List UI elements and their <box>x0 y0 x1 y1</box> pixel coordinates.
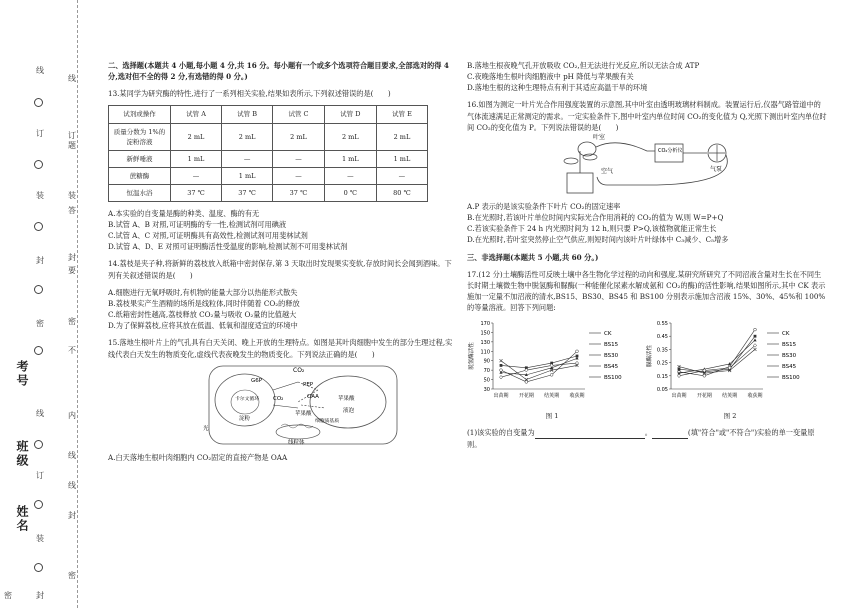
gas-tube <box>597 155 727 185</box>
x-tick-label: 收获期 <box>569 393 585 400</box>
data-point <box>499 376 502 380</box>
table-cell: 1 mL <box>171 150 222 167</box>
binding-hole <box>34 346 43 355</box>
table-row <box>109 184 428 201</box>
seal-char: 封 <box>36 591 44 600</box>
dehydrogenase-chart <box>467 317 637 407</box>
q13-option: B.试管 A、B 对照,可证明酶的专一性,检测试剂可用碘液 <box>108 220 287 229</box>
section2-heading: 二、选择题(本题共 4 小题,每小题 4 分,共 16 分。每小题有一个或多个选项符合题目要求,全部选对的得 4 分,选对但不全的得 2 分,有选错的得 0 分。) <box>108 61 449 82</box>
diagram-label: 光 <box>203 425 209 432</box>
seal-char: 密 <box>36 319 44 328</box>
x-tick-label: 结荚期 <box>544 393 560 400</box>
answer-blank-1[interactable] <box>535 427 645 439</box>
table-cell: 1 mL <box>222 167 273 184</box>
x-tick-label: 出苗期 <box>671 393 687 400</box>
diagram-label: 细胞质基质 <box>315 418 339 424</box>
mitochondrion-shape <box>276 425 320 439</box>
table-header: 试管 E <box>376 106 427 123</box>
table-cell: 2 mL <box>273 123 325 150</box>
seal-char: 封 <box>36 256 44 265</box>
gutter-note: 要 <box>68 266 76 275</box>
binding-hole <box>34 160 43 169</box>
table-header: 试管 B <box>222 106 273 123</box>
chart-caption: 图 2 <box>723 411 737 420</box>
legend-label: BS15 <box>604 342 619 349</box>
seal-char: 密 <box>68 317 76 326</box>
diagram-label: CO₂ <box>293 366 305 374</box>
y-tick-label: 130 <box>480 340 490 347</box>
y-tick-label: 0.45 <box>656 334 668 341</box>
table-cell: 0 ℃ <box>324 184 376 201</box>
seal-char: 密 <box>4 591 12 600</box>
table-row <box>109 123 428 150</box>
binding-hole <box>34 563 43 572</box>
series-line <box>501 361 577 380</box>
seal-char: 封 <box>68 511 76 520</box>
x-tick-label: 开花期 <box>518 393 534 400</box>
table-row <box>109 150 428 167</box>
data-point <box>677 374 680 378</box>
x-tick-label: 出苗期 <box>493 393 509 400</box>
y-tick-label: 70 <box>483 368 490 375</box>
section3-heading: 三、非选择题(本题共 5 小题,共 60 分。) <box>467 252 599 262</box>
q14-option: D.为了保鲜荔枝,应将其放在低温、低氧和湿度适宜的环境中 <box>108 321 298 331</box>
table-cell: 2 mL <box>222 123 273 150</box>
question-prefix: (1)该实验的自变量为 <box>467 427 535 437</box>
series-line <box>679 330 755 376</box>
q17-charts <box>467 317 827 420</box>
table-header: 试管 D <box>324 106 376 123</box>
legend-label: CK <box>604 331 612 338</box>
binding-hole <box>34 98 43 107</box>
table-cell: 37 ℃ <box>171 184 222 201</box>
q17-question-1 <box>467 427 827 450</box>
answer-blank-2[interactable] <box>652 427 688 439</box>
leaf-shape <box>564 158 578 164</box>
q13-option: D.试管 A、D、E 对照可证明酶活性受温度的影响,检测试剂不可用斐林试剂 <box>108 242 348 252</box>
data-point <box>500 360 503 363</box>
table-cell: — <box>222 150 273 167</box>
arrow-line <box>273 405 298 408</box>
q14-option: A.细胞进行无氧呼吸时,有机物的能量大部分以热能形式散失 <box>108 287 298 297</box>
flower-pot-shape <box>567 173 593 193</box>
diagram-label: 叶室 <box>593 133 606 141</box>
seal-char: 线 <box>68 74 76 83</box>
legend-label: BS15 <box>782 342 797 349</box>
data-point <box>754 348 757 351</box>
seal-char: 订 <box>36 471 44 480</box>
q16-option: A.P 表示的是该实验条件下叶片 CO₂的固定速率 <box>467 201 621 211</box>
y-tick-label: 0.25 <box>656 360 668 367</box>
table-cell: — <box>273 150 325 167</box>
chart-caption: 图 1 <box>545 411 559 420</box>
table-header: 试管 A <box>171 106 222 123</box>
y-tick-label: 0.15 <box>656 374 668 381</box>
table-row <box>109 167 428 184</box>
table-cell: 80 ℃ <box>376 184 427 201</box>
gas-tube <box>596 143 655 151</box>
y-axis-label: 脱氢酶活性 <box>469 342 475 371</box>
table-cell: — <box>376 167 427 184</box>
y-tick-label: 0.55 <box>656 321 668 328</box>
binding-hole <box>34 285 43 294</box>
q15-option: B.落地生根夜晚气孔开放吸收 CO₂,但无法进行光反应,所以无法合成 ATP <box>467 61 700 70</box>
table-header: 试剂或操作 <box>109 106 171 123</box>
gutter-note: 答 <box>68 206 76 215</box>
arrow-line <box>273 382 298 390</box>
x-tick-label: 收获期 <box>747 393 763 400</box>
diagram-label: 苹果酸 <box>338 395 355 402</box>
table-cell: 恒温水浴 <box>109 184 171 201</box>
table-cell: 2 mL <box>171 123 222 150</box>
q13-stem: 13.某同学为研究酶的特性,进行了一系列相关实验,结果如表所示,下列叙述错误的是( ) <box>108 89 391 99</box>
series-line <box>679 350 755 374</box>
binding-gutter <box>0 0 78 608</box>
gutter-note: 内 <box>68 411 76 420</box>
data-point <box>678 368 681 371</box>
legend-label: BS100 <box>604 375 622 382</box>
q16-apparatus-diagram <box>547 133 747 201</box>
y-tick-label: 90 <box>483 359 490 366</box>
chart-2-wrapper <box>645 317 815 420</box>
diagram-label: 淀粉 <box>239 415 251 422</box>
series-line <box>679 341 755 374</box>
exam-number-label: 考号 <box>15 360 29 388</box>
table-cell: — <box>273 167 325 184</box>
table-cell: 1 mL <box>324 150 376 167</box>
binding-hole <box>34 222 43 231</box>
seal-char: 装 <box>36 191 44 200</box>
diagram-label: OAA <box>307 393 319 400</box>
q15-option: D.落地生根的这种生理特点有利于其适应高温干旱的环境 <box>467 83 648 93</box>
seal-char: 封 <box>68 253 76 262</box>
arrow-line <box>301 405 325 408</box>
y-axis-label: 脲酶活性 <box>647 345 653 368</box>
q15-stem: 15.落地生根叶片上的气孔具有白天关闭、晚上开放的生理特点。如图是其叶肉细胞中发生的部分生理过程,实线代表白天发生的物质变化,虚线代表夜晚发生的物质变化。下列说法正确的是( ) <box>108 338 453 359</box>
diagram-label: CO₂ <box>273 395 284 402</box>
question-suffix: (填"符合"或"不符合")实验的单一变量原则。 <box>467 427 815 449</box>
seal-char: 订 <box>36 129 44 138</box>
air-pump-fan <box>709 145 725 161</box>
q15-option: A.白天落地生根叶肉细胞内 CO₂固定的直接产物是 OAA <box>108 452 288 462</box>
q14-option: C.纸箱密封性越高,荔枝释放 CO₂量与吸收 O₂量的比值越大 <box>108 310 297 320</box>
table-header: 试管 C <box>273 106 325 123</box>
seal-char: 装 <box>36 534 44 543</box>
y-tick-label: 150 <box>480 330 490 337</box>
right-column <box>467 60 827 450</box>
diagram-label: PEP <box>303 381 314 388</box>
q14-stem: 14.荔枝是夹子种,将新鲜的荔枝放入纸箱中密封保存,第 3 天取出时发现果实变软,存放时间长会闻到酒味。下列有关叙述错误的是( ) <box>108 259 452 280</box>
q13-table <box>108 105 428 201</box>
table-cell: — <box>171 167 222 184</box>
class-label: 班级 <box>15 440 29 468</box>
data-point <box>753 339 756 342</box>
data-point <box>576 350 579 353</box>
diagram-label: 苹果酸 <box>295 410 312 417</box>
legend-label: BS100 <box>782 375 800 382</box>
table-cell: 蔗糖酶 <box>109 167 171 184</box>
seal-char: 装 <box>68 191 76 200</box>
left-column <box>108 60 453 463</box>
seal-char: 线 <box>68 451 76 460</box>
table-cell: 37 ℃ <box>273 184 325 201</box>
y-tick-label: 30 <box>483 387 490 394</box>
legend-label: CK <box>782 331 790 338</box>
table-cell: — <box>324 167 376 184</box>
urease-chart <box>645 317 815 407</box>
x-tick-label: 结荚期 <box>722 393 738 400</box>
calvin-cycle-shape <box>231 390 259 414</box>
q16-option: D.在光照时,若叶室突然停止空气供应,则短时间内该叶片叶绿体中 C₃减少、C₅增多 <box>467 235 729 245</box>
diagram-label: 气泵 <box>710 165 723 173</box>
diagram-label: 空气 <box>601 167 614 175</box>
legend-label: BS45 <box>604 364 619 371</box>
seal-char: 线 <box>36 409 44 418</box>
q13-option: A.本实验的自变量是酶的种类、温度、酶的有无 <box>108 208 260 218</box>
chart-1-wrapper <box>467 317 637 420</box>
y-tick-label: 50 <box>483 377 490 384</box>
q15-leaf-cell-diagram <box>203 360 403 448</box>
binding-hole <box>34 500 43 509</box>
legend-label: BS30 <box>782 353 797 360</box>
q17-stem: 17.(12 分)土壤酶活性可反映土壤中各生物化学过程的动向和强度,某研究所研究了不同沼液含量对生长在不同生长时期土壤微生物中脱氢酶和脲酶(一种能催化尿素水解成氨和 CO₂的酶)的活性影响,结果如图所示,其中 CK 表示施加一定量不加沼液的清水,BS15、BS30、BS45 和 BS100 分别表示施加含沼液 15%、30%、45%和 100%的等量溶液。回答下列问题: <box>467 269 826 313</box>
table-cell: 1 mL <box>376 150 427 167</box>
q16-stem: 16.如图为测定一叶片光合作用强度装置的示意图,其中叶室由透明玻璃材料制成。装置运行后,仪器气路管道中的气体流速满足正常测定的需求。一定实验条件下,图中叶室内单位时间 CO₂的变化值为 Q,光照下测出叶室内单位时间 CO₂的变化值为 P。下列说法错误的是( ) <box>467 100 827 132</box>
data-point <box>754 329 757 332</box>
legend-label: BS45 <box>782 364 797 371</box>
table-cell: 2 mL <box>324 123 376 150</box>
binding-hole <box>34 440 43 449</box>
y-tick-label: 0.05 <box>656 387 668 394</box>
y-tick-label: 110 <box>480 349 490 356</box>
seal-char: 订 <box>68 131 76 140</box>
q15-option: C.夜晚落地生根叶肉细胞液中 pH 降低与苹果酸有关 <box>467 72 634 82</box>
gutter-note: 线 <box>68 481 76 490</box>
data-point <box>500 364 503 367</box>
seal-char: 线 <box>36 66 44 75</box>
gutter-note: 题 <box>68 141 76 150</box>
y-tick-label: 170 <box>480 321 490 328</box>
table-cell: 质量分数为 1%的淀粉溶液 <box>109 123 171 150</box>
question-mid: 。 <box>644 427 652 437</box>
data-point <box>550 374 553 377</box>
table-cell: 2 mL <box>376 123 427 150</box>
table-cell: 37 ℃ <box>222 184 273 201</box>
diagram-label: 卡尔文循环 <box>235 396 259 402</box>
q14-option: B.荔枝果实产生酒精的场所是线粒体,同时伴随着 CO₂的释放 <box>108 298 300 308</box>
table-cell: 新鲜唾液 <box>109 150 171 167</box>
q16-option: C.若该实验条件下 24 h 内光照时间为 12 h,则只要 P>Q,该植物就能正常生长 <box>467 224 717 234</box>
diagram-label: 液泡 <box>343 407 355 414</box>
name-label: 姓名 <box>15 505 29 533</box>
data-point <box>754 335 757 338</box>
table-header-row <box>109 106 428 123</box>
legend-label: BS30 <box>604 353 619 360</box>
seal-char: 密 <box>68 571 76 580</box>
diagram-label: G6P <box>251 377 263 384</box>
q13-option: C.试管 A、C 对照,可证明酶具有高效性,检测试剂可用斐林试剂 <box>108 231 308 241</box>
diagram-label: 线粒体 <box>288 439 305 446</box>
diagram-label: CO₂分析仪 <box>658 147 683 154</box>
q16-option: B.在光照时,若该叶片单位时间内实际光合作用消耗的 CO₂的值为 W,则 W=P+Q <box>467 213 724 223</box>
y-tick-label: 0.35 <box>656 347 668 354</box>
gutter-note: 不 <box>68 346 76 355</box>
x-tick-label: 开花期 <box>696 393 712 400</box>
data-point <box>703 375 706 378</box>
leaf-shape <box>583 154 597 160</box>
